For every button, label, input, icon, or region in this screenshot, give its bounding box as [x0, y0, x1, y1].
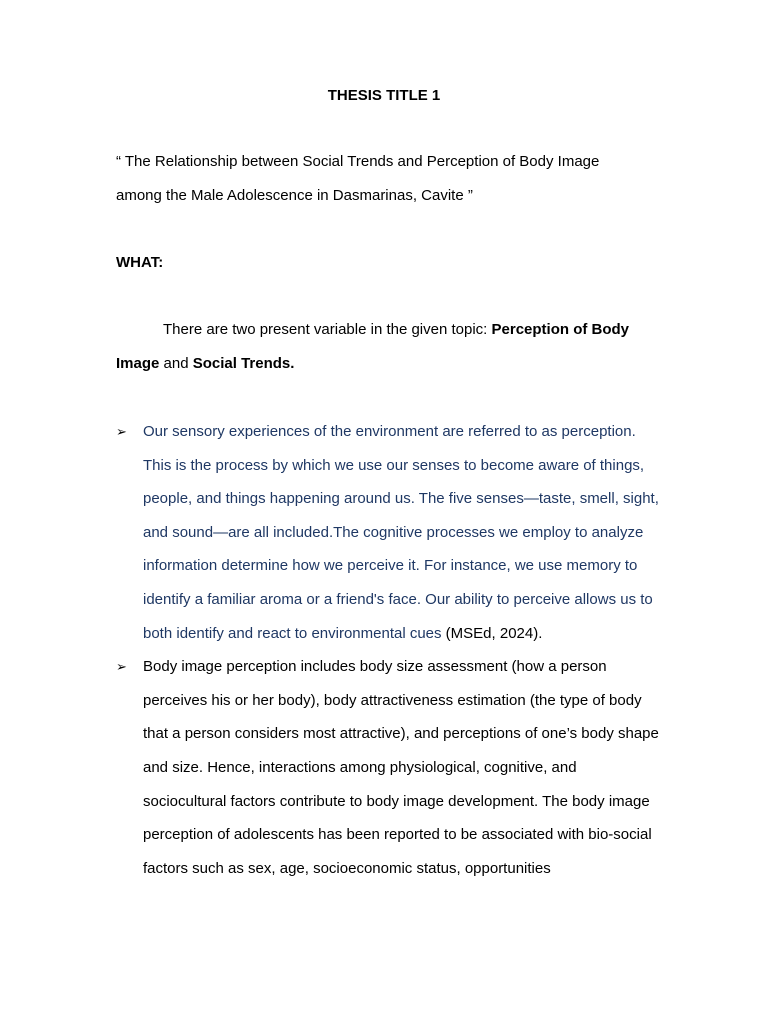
intro-variable-2: Social Trends.: [192, 354, 295, 372]
bullet-text-highlighted: Our sensory experiences of the environment are referred to as perception. This is the process by which we use our senses to become aware of things, people, and things happening around us. The five senses—taste, smell, sight, and sound—are all included.The cognitive processes we employ to analyze information determine how we perceive it. For instance, we use memory to identify a familiar aroma or a friend's face. Our ability to perceive allows us to both identify and react to environmental cues: [143, 423, 659, 642]
arrow-bullet-icon: ➢: [116, 659, 127, 675]
arrow-bullet-icon: ➢: [116, 424, 127, 439]
what-heading: WHAT:: [116, 254, 164, 271]
thesis-title-quote: [116, 145, 656, 212]
bullet-list: [116, 415, 661, 885]
list-item: [116, 650, 661, 885]
list-item: [116, 415, 661, 650]
intro-variable-1: Perception of Body Image: [116, 321, 630, 372]
page-title: THESIS TITLE 1: [327, 87, 441, 104]
intro-paragraph: [116, 313, 656, 380]
intro-text-2: and: [159, 354, 193, 372]
thesis-title-line-2: among the Male Adolescence in Dasmarinas, Cavite ”: [116, 186, 473, 204]
bullet-text: Body image perception includes body size assessment (how a person perceives his or her body), body attractiveness estimation (the type of body that a person considers most attractive), and perceptions of one’s body shape and size. Hence, interactions among physiological, cognitive, and sociocultural factors contribute to body image development. The body image perception of adolescents has been reported to be associated with bio-social factors such as sex, age, socioeconomic status, opportunities: [143, 658, 659, 877]
bullet-citation: (MSEd, 2024).: [441, 624, 543, 642]
intro-text-1: There are two present variable in the given topic:: [163, 321, 492, 338]
thesis-title-line-1: “ The Relationship between Social Trends and Perception of Body Image: [116, 153, 600, 170]
